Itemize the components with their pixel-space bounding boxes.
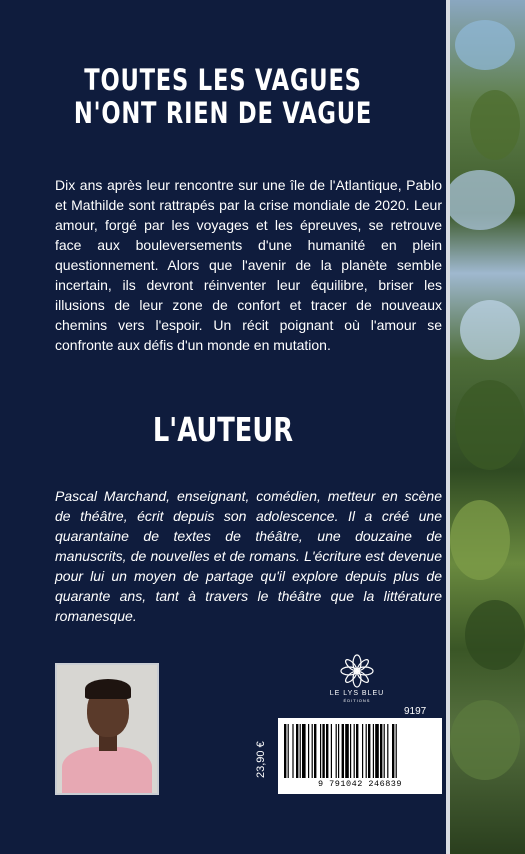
author-bio: Pascal Marchand, enseignant, comédien, metteur en scène de théâtre, écrit depuis son adolescence. Il a créé une quarantaine de textes de théâtre, une douzaine de manuscrits, de nouvelles et de romans. L'écriture est devenue pour lui un moyen de partage qu'il explore depuis plus de quarante ans, tant à travers le théâtre que la littérature romanesque.	[55, 488, 442, 624]
publisher-sub: ÉDITIONS	[343, 698, 371, 703]
price: 23,90 €	[255, 741, 267, 778]
barcode	[278, 718, 442, 794]
author-heading: L'AUTEUR	[152, 410, 294, 449]
lily-flower-icon	[340, 654, 374, 688]
publisher-logo	[312, 654, 402, 703]
publisher-name: LE LYS BLEU	[329, 690, 385, 697]
isbn-digits: 9 791042 246839	[317, 779, 402, 789]
barcode-bars	[284, 724, 436, 778]
book-title-line-1: TOUTES LES VAGUES	[84, 63, 362, 97]
author-photo	[55, 663, 159, 795]
synopsis-text: Dix ans après leur rencontre sur une île de l'Atlantique, Pablo et Mathilde sont rattrapés par la crise mondiale de 2020. Leur amour, forgé par les voyages et les épreuves, se retrouve face aux bouleversements d'une humanité en plein questionnement. Alors que l'avenir de la planète semble incertain, ils devront réinventer leur équilibre, briser les illusions de leur zone de confort et tracer de nouveaux chemins vers l'espoir. Un récit poignant où l'amour se confronte aux défis d'un monde en mutation.	[55, 177, 442, 353]
code-number: 9197	[404, 706, 427, 717]
book-title-line-2: N'ONT RIEN DE VAGUE	[73, 96, 373, 130]
front-cover-photo-strip	[450, 0, 525, 854]
